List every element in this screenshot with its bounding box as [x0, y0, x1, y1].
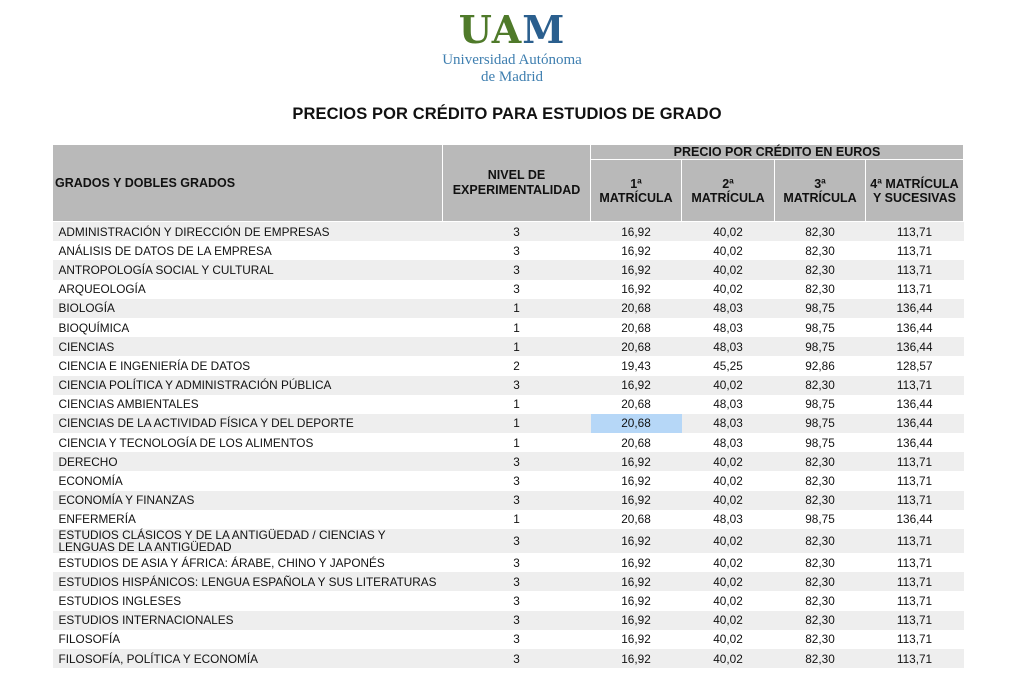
row-nivel-cell: 3: [443, 649, 591, 668]
row-matricula-3-cell: 82,30: [805, 282, 835, 297]
row-matricula-1-cell: 16,92: [591, 529, 682, 553]
row-matricula-4-cell: 113,71: [896, 555, 933, 570]
row-matricula-1-cell: 20,68: [621, 512, 651, 527]
row-matricula-4-cell: 136,44: [896, 512, 933, 527]
row-name-cell: FILOSOFÍA: [58, 632, 121, 647]
row-name-cell: ADMINISTRACIÓN Y DIRECCIÓN DE EMPRESAS: [53, 222, 443, 242]
row-name-cell: ECONOMÍA: [58, 474, 123, 489]
uam-logo-mark: [0, 8, 1024, 52]
table-row: [53, 591, 964, 610]
row-name-cell: ESTUDIOS HISPÁNICOS: LENGUA ESPAÑOLA Y SUS LITERATURAS: [53, 572, 443, 591]
table-row: [53, 529, 964, 553]
row-matricula-1-cell: 16,92: [621, 632, 651, 647]
row-matricula-4-cell: 113,71: [866, 529, 964, 553]
table-row: [53, 471, 964, 490]
row-matricula-4-cell: 136,44: [866, 337, 964, 356]
row-matricula-2-cell: 45,25: [713, 358, 743, 373]
row-nivel-cell: 3: [443, 452, 591, 471]
row-matricula-3-cell: 92,86: [805, 358, 835, 373]
row-nivel-cell: 3: [513, 555, 520, 570]
row-name-cell: ESTUDIOS INGLESES: [58, 593, 182, 608]
row-nivel-cell: 3: [443, 222, 591, 242]
row-matricula-4-cell: 113,71: [896, 243, 933, 258]
row-nivel-cell: 1: [443, 414, 591, 433]
row-matricula-2-cell: 40,02: [682, 491, 775, 510]
logo-line-2: de Madrid: [480, 69, 544, 85]
header-matricula-2: 2ª MATRÍCULA: [682, 160, 775, 222]
row-matricula-1-cell: 16,92: [621, 593, 651, 608]
row-matricula-3-cell: 82,30: [805, 243, 835, 258]
row-matricula-1-cell: 20,68: [591, 414, 682, 433]
row-nivel-cell: 1: [513, 435, 520, 450]
row-matricula-3-cell: 82,30: [775, 649, 866, 668]
row-matricula-4-cell: 136,44: [866, 414, 964, 433]
row-matricula-1-cell: 16,92: [591, 260, 682, 279]
row-nivel-cell: 1: [443, 299, 591, 318]
row-nivel-cell: 2: [513, 358, 520, 373]
row-matricula-1-cell: 20,68: [621, 397, 651, 412]
logo-line-1: Universidad Autónoma: [442, 52, 582, 68]
row-matricula-3-cell: 82,30: [775, 611, 866, 630]
row-matricula-4-cell: 113,71: [866, 572, 964, 591]
row-name-cell: CIENCIA Y TECNOLOGÍA DE LOS ALIMENTOS: [58, 435, 314, 450]
row-matricula-4-cell: 128,57: [896, 358, 933, 373]
row-matricula-3-cell: 82,30: [775, 491, 866, 510]
row-matricula-1-cell: 16,92: [591, 572, 682, 591]
table-row: [53, 433, 964, 452]
row-matricula-3-cell: 82,30: [775, 376, 866, 395]
row-matricula-2-cell: 40,02: [682, 260, 775, 279]
row-matricula-2-cell: 40,02: [682, 611, 775, 630]
row-nivel-cell: 1: [513, 512, 520, 527]
row-nivel-cell: 3: [443, 572, 591, 591]
price-table-header: [53, 145, 964, 222]
table-row: [53, 452, 964, 471]
row-name-cell: FILOSOFÍA, POLÍTICA Y ECONOMÍA: [53, 649, 443, 668]
row-matricula-1-cell: 16,92: [621, 474, 651, 489]
table-row: [53, 222, 964, 242]
row-matricula-2-cell: 40,02: [682, 452, 775, 471]
table-row: [53, 395, 964, 414]
row-name-cell: DERECHO: [53, 452, 443, 471]
row-nivel-cell: 3: [513, 243, 520, 258]
row-matricula-1-cell: 16,92: [621, 555, 651, 570]
row-matricula-3-cell: 82,30: [775, 529, 866, 553]
row-matricula-3-cell: 82,30: [775, 452, 866, 471]
row-nivel-cell: 1: [513, 397, 520, 412]
row-matricula-4-cell: 113,71: [896, 474, 933, 489]
header-precio-group: PRECIO POR CRÉDITO EN EUROS: [591, 145, 964, 160]
row-name-cell: ESTUDIOS INTERNACIONALES: [53, 611, 443, 630]
row-matricula-1-cell: 20,68: [591, 337, 682, 356]
row-matricula-2-cell: 40,02: [713, 555, 743, 570]
row-matricula-3-cell: 98,75: [775, 337, 866, 356]
row-matricula-3-cell: 82,30: [775, 222, 866, 242]
row-name-cell: ECONOMÍA Y FINANZAS: [53, 491, 443, 510]
row-matricula-2-cell: 48,03: [713, 397, 743, 412]
document-title: PRECIOS POR CRÉDITO PARA ESTUDIOS DE GRADO: [292, 105, 722, 123]
row-matricula-3-cell: 82,30: [805, 632, 835, 647]
row-matricula-4-cell: 113,71: [866, 452, 964, 471]
header-grados: GRADOS Y DOBLES GRADOS: [53, 145, 443, 222]
table-row: [53, 611, 964, 630]
table-row: [53, 376, 964, 395]
row-matricula-3-cell: 82,30: [805, 474, 835, 489]
row-matricula-4-cell: 113,71: [896, 282, 933, 297]
row-name-cell: ANÁLISIS DE DATOS DE LA EMPRESA: [58, 243, 272, 258]
row-matricula-4-cell: 113,71: [866, 222, 964, 242]
row-name-cell: ANTROPOLOGÍA SOCIAL Y CULTURAL: [53, 260, 443, 279]
row-name-cell: CIENCIAS: [53, 337, 443, 356]
row-matricula-1-cell: 16,92: [591, 491, 682, 510]
row-nivel-cell: 3: [513, 474, 520, 489]
row-matricula-4-cell: 136,44: [866, 299, 964, 318]
header-matricula-3: 3ª MATRÍCULA: [775, 160, 866, 222]
row-matricula-1-cell: 16,92: [621, 243, 651, 258]
row-matricula-2-cell: 40,02: [682, 572, 775, 591]
header-matricula-1: 1ª MATRÍCULA: [591, 160, 682, 222]
row-matricula-1-cell: 16,92: [591, 376, 682, 395]
row-nivel-cell: 3: [443, 611, 591, 630]
row-matricula-2-cell: 40,02: [713, 243, 743, 258]
row-nivel-cell: 3: [443, 376, 591, 395]
logo-mark-m: M: [522, 7, 566, 52]
table-row: [53, 572, 964, 591]
table-row: [53, 280, 964, 299]
row-nivel-cell: 1: [443, 337, 591, 356]
row-matricula-2-cell: 48,03: [713, 320, 743, 335]
header-matricula-4: 4ª MATRÍCULA Y SUCESIVAS: [866, 160, 964, 222]
table-row: [53, 299, 964, 318]
row-matricula-1-cell: 16,92: [591, 452, 682, 471]
table-row: [53, 630, 964, 649]
row-matricula-2-cell: 40,02: [682, 222, 775, 242]
row-matricula-3-cell: 98,75: [775, 299, 866, 318]
row-matricula-4-cell: 113,71: [866, 260, 964, 279]
row-name-cell: CIENCIA E INGENIERÍA DE DATOS: [58, 358, 251, 373]
row-matricula-2-cell: 48,03: [682, 337, 775, 356]
price-table-body: [53, 222, 964, 669]
row-matricula-3-cell: 82,30: [805, 555, 835, 570]
row-matricula-2-cell: 40,02: [713, 282, 743, 297]
row-matricula-3-cell: 82,30: [775, 260, 866, 279]
row-name-cell: ARQUEOLOGÍA: [58, 282, 146, 297]
row-nivel-cell: 3: [513, 282, 520, 297]
row-nivel-cell: 3: [443, 491, 591, 510]
row-matricula-3-cell: 98,75: [805, 435, 835, 450]
table-row: [53, 337, 964, 356]
row-name-cell: CIENCIA POLÍTICA Y ADMINISTRACIÓN PÚBLICA: [53, 376, 443, 395]
uam-logo: [0, 8, 1024, 86]
header-nivel: NIVEL DE EXPERIMENTALIDAD: [443, 145, 591, 222]
row-name-cell: BIOLOGÍA: [53, 299, 443, 318]
row-name-cell: CIENCIAS AMBIENTALES: [58, 397, 199, 412]
row-matricula-3-cell: 98,75: [775, 414, 866, 433]
row-matricula-4-cell: 136,44: [896, 320, 933, 335]
row-name-cell: BIOQUÍMICA: [58, 320, 130, 335]
table-row: [53, 510, 964, 529]
row-matricula-2-cell: 48,03: [682, 414, 775, 433]
row-matricula-4-cell: 136,44: [896, 397, 933, 412]
price-table: [52, 144, 964, 668]
row-name-cell: CIENCIAS DE LA ACTIVIDAD FÍSICA Y DEL DEPORTE: [53, 414, 443, 433]
table-row: [53, 356, 964, 375]
row-matricula-1-cell: 16,92: [591, 222, 682, 242]
logo-mark-ua: UA: [458, 7, 523, 52]
row-matricula-2-cell: 48,03: [713, 435, 743, 450]
row-nivel-cell: 3: [443, 529, 591, 553]
row-matricula-3-cell: 82,30: [805, 593, 835, 608]
row-nivel-cell: 3: [513, 632, 520, 647]
row-matricula-4-cell: 113,71: [896, 632, 933, 647]
row-matricula-4-cell: 113,71: [896, 593, 933, 608]
row-nivel-cell: 3: [513, 593, 520, 608]
row-matricula-1-cell: 16,92: [621, 282, 651, 297]
row-nivel-cell: 1: [513, 320, 520, 335]
row-matricula-2-cell: 40,02: [682, 529, 775, 553]
table-row: [53, 318, 964, 337]
table-row: [53, 241, 964, 260]
row-matricula-4-cell: 113,71: [866, 649, 964, 668]
row-name-cell: ESTUDIOS CLÁSICOS Y DE LA ANTIGÜEDAD / CIENCIAS Y LENGUAS DE LA ANTIGÜEDAD: [53, 529, 443, 553]
row-name-cell: ESTUDIOS DE ASIA Y ÁFRICA: ÁRABE, CHINO Y JAPONÉS: [58, 555, 385, 570]
row-matricula-2-cell: 48,03: [682, 299, 775, 318]
row-matricula-2-cell: 40,02: [682, 376, 775, 395]
row-matricula-2-cell: 40,02: [682, 649, 775, 668]
row-matricula-3-cell: 82,30: [775, 572, 866, 591]
table-row: [53, 553, 964, 572]
row-matricula-2-cell: 40,02: [713, 632, 743, 647]
row-matricula-3-cell: 98,75: [805, 512, 835, 527]
row-matricula-2-cell: 40,02: [713, 593, 743, 608]
table-row: [53, 260, 964, 279]
row-nivel-cell: 3: [443, 260, 591, 279]
row-matricula-3-cell: 98,75: [805, 397, 835, 412]
row-matricula-4-cell: 136,44: [896, 435, 933, 450]
row-name-cell: ENFERMERÍA: [58, 512, 136, 527]
row-matricula-1-cell: 16,92: [591, 649, 682, 668]
row-matricula-1-cell: 20,68: [621, 320, 651, 335]
row-matricula-1-cell: 16,92: [591, 611, 682, 630]
row-matricula-1-cell: 20,68: [621, 435, 651, 450]
row-matricula-4-cell: 113,71: [866, 491, 964, 510]
row-matricula-2-cell: 40,02: [713, 474, 743, 489]
row-matricula-4-cell: 113,71: [866, 611, 964, 630]
row-matricula-4-cell: 113,71: [866, 376, 964, 395]
row-matricula-1-cell: 20,68: [591, 299, 682, 318]
row-matricula-3-cell: 98,75: [805, 320, 835, 335]
row-matricula-1-cell: 19,43: [621, 358, 651, 373]
table-row: [53, 491, 964, 510]
table-row: [53, 414, 964, 433]
row-matricula-2-cell: 48,03: [713, 512, 743, 527]
table-row: [53, 649, 964, 668]
